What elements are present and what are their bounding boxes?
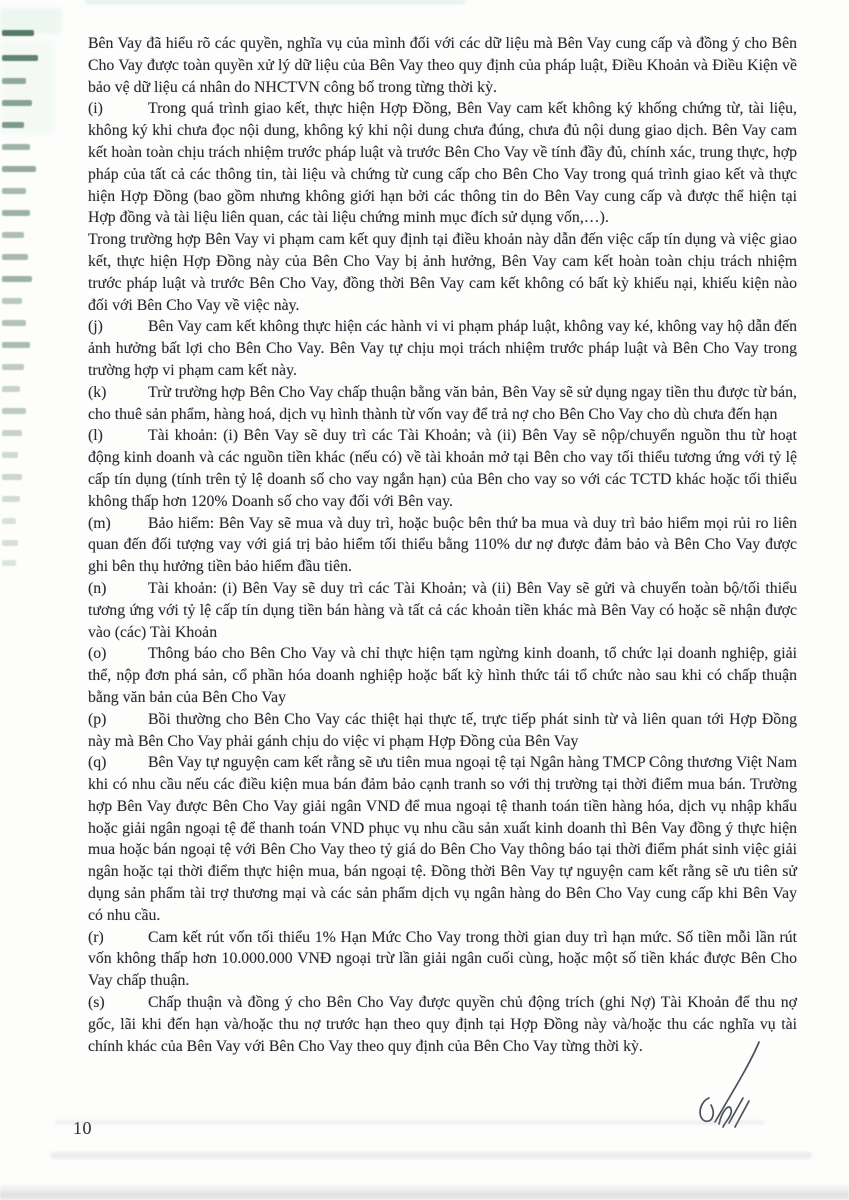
green-edge-mark <box>2 144 30 150</box>
green-edge-mark <box>2 430 22 436</box>
clause-label: (l) <box>88 427 103 445</box>
clause-text: Trong quá trình giao kết, thực hiện Hợp Đồng, Bên Vay cam kết không ký khống chứng từ, tài liệu, không ký khi chưa đọc nội dung, không ký khi nội dung chưa đúng, chưa đủ nội dung giao dịch. Bên Vay cam kết hoàn toàn chịu trách nhiệm trước pháp luật và trước Bên Cho Vay về tính đầy đủ, chính xác, trung thực, hợp pháp của tất cả các thông tin, tài liệu và chứng từ cung cấp cho Bên Cho Vay trong quá trình giao kết và thực hiện Hợp Đồng (bao gồm nhưng không giới hạn bởi các thông tin do Bên Vay cung cấp và được thể hiện tại Hợp đồng và tài liệu liên quan, các tài liệu chứng minh mục đích sử dụng vốn,…). <box>88 100 797 227</box>
scan-smudge <box>55 1120 765 1125</box>
green-edge-mark <box>2 298 22 304</box>
scan-smudge <box>50 1152 812 1159</box>
green-edge-mark <box>2 78 26 84</box>
green-edge-mark <box>2 364 24 370</box>
clause-label: (s) <box>88 994 105 1012</box>
clause-label: (r) <box>88 928 104 946</box>
clause-paragraph <box>88 229 797 316</box>
clause-paragraph <box>88 927 797 992</box>
clause-label: (q) <box>88 754 107 772</box>
clause-text: Bảo hiểm: Bên Vay sẽ mua và duy trì, hoặc buộc bên thứ ba mua và duy trì bảo hiểm mọi rủi ro liên quan đến đối tượng vay với giá trị bảo hiểm tối thiểu bằng 110% dư nợ được đảm bảo và Bên Cho Vay được ghi bên thụ hưởng tiền bảo hiểm đầu tiên. <box>88 514 797 576</box>
green-edge-mark <box>2 122 24 128</box>
clause-text: Tài khoản: (i) Bên Vay sẽ duy trì các Tài Khoản; và (ii) Bên Vay sẽ gửi và chuyển toàn bộ/tối thiểu tương ứng với tỷ lệ cấp tín dụng tiền bán hàng và tất cả các khoản tiền khác mà Bên Vay có hoặc sẽ nhận được vào (các) Tài Khoản <box>88 579 797 641</box>
scan-edge-shadow <box>0 1183 849 1200</box>
handwritten-initials <box>696 1038 766 1133</box>
clause-text: Tài khoản: (i) Bên Vay sẽ duy trì các Tài Khoản; và (ii) Bên Vay sẽ nộp/chuyển nguồn thu từ hoạt động kinh doanh và các nguồn tiền khác (nếu có) về tài khoản mở tại Bên cho vay tối thiểu tương ứng với tỷ lệ cấp tín dụng (tính trên tỷ lệ doanh số cho vay ngắn hạn) của Bên cho vay so với các TCTD khác hoặc tối thiểu không thấp hơn 120% Doanh số cho vay đối với Bên vay. <box>88 427 797 510</box>
green-edge-mark <box>2 232 24 238</box>
clause-text: Chấp thuận và đồng ý cho Bên Cho Vay được quyền chủ động trích (ghi Nợ) Tài Khoản để thu nợ gốc, lãi khi đến hạn và/hoặc thu nợ trước hạn theo quy định tại Hợp Đồng này và/hoặc thu các nghĩa vụ tài chính khác của Bên Vay với Bên Cho Vay theo quy định của Bên Cho Vay từng thời kỳ. <box>88 994 797 1055</box>
green-edge-mark <box>2 452 18 458</box>
green-edge-mark <box>2 55 38 61</box>
clause-paragraph <box>88 709 797 753</box>
green-edge-mark <box>2 342 30 348</box>
green-edge-mark <box>2 210 30 216</box>
green-edge-mark <box>2 254 28 260</box>
green-edge-mark <box>2 320 26 326</box>
green-edge-mark <box>2 474 22 480</box>
clause-text: Bồi thường cho Bên Cho Vay các thiệt hại thực tế, trực tiếp phát sinh từ và liên quan tới Hợp Đồng này mà Bên Cho Vay phải gánh chịu do việc vi phạm Hợp Đồng của Bên Vay <box>88 710 797 750</box>
green-edge-mark <box>2 166 36 172</box>
clause-paragraph <box>88 425 797 512</box>
clause-paragraph <box>88 992 797 1057</box>
contract-text-block <box>88 33 797 1057</box>
clause-paragraph <box>88 316 797 381</box>
clause-text: Bên Vay tự nguyện cam kết rằng sẽ ưu tiên mua ngoại tệ tại Ngân hàng TMCP Công thương Việt Nam khi có nhu cầu nếu các điều kiện mua bán đảm bảo cạnh tranh so với thị trường tại thời điểm mua bán. Trường hợp Bên Vay được Bên Cho Vay giải ngân VND để mua ngoại tệ thanh toán tiền hàng hóa, dịch vụ nhập khẩu hoặc giải ngân ngoại tệ để thanh toán VND phục vụ nhu cầu sản xuất kinh doanh thì Bên Vay đồng ý thực hiện mua hoặc bán ngoại tệ với Bên Cho Vay theo tỷ giá do Bên Cho Vay thông báo tại thời điểm phát sinh việc giải ngân hoặc tại thời điểm thực hiện mua, bán ngoại tệ. Đồng thời Bên Vay tự nguyện cam kết rằng sẽ ưu tiên sử dụng sản phẩm tài trợ thương mại và các sản phẩm dịch vụ ngân hàng do Bên Cho Vay cung cấp khi Bên Vay có nhu cầu. <box>88 754 797 924</box>
clause-label: (i) <box>88 100 103 118</box>
clause-label: (k) <box>88 383 107 401</box>
green-edge-mark <box>2 276 32 282</box>
clause-paragraph <box>88 382 797 426</box>
clause-text: Cam kết rút vốn tối thiểu 1% Hạn Mức Cho Vay trong thời gian duy trì hạn mức. Số tiền mỗi lần rút vốn không thấp hơn 10.000.000 VNĐ ngoại trừ lần giải ngân cuối cùng, hoặc một số tiền khác được Bên Cho Vay chấp thuận. <box>88 928 797 990</box>
clause-paragraph <box>88 643 797 708</box>
green-edge-mark <box>2 100 32 106</box>
green-edge-mark <box>2 188 26 194</box>
green-edge-mark <box>2 496 20 502</box>
clause-paragraph <box>88 33 797 98</box>
clause-label: (j) <box>88 318 103 336</box>
green-edge-mark <box>2 30 34 36</box>
clause-paragraph <box>88 98 797 229</box>
clause-text: Bên Vay đã hiểu rõ các quyền, nghĩa vụ của mình đối với các dữ liệu mà Bên Vay cung cấp và đồng ý cho Bên Cho Vay được toàn quyền xử lý dữ liệu của Bên Vay theo quy định của pháp luật, Điều Khoản và Điều Kiện về bảo vệ dữ liệu cá nhân do NHCTVN công bố trong từng thời kỳ. <box>88 35 797 96</box>
clause-text: Bên Vay cam kết không thực hiện các hành vi vi phạm pháp luật, không vay ké, không vay hộ dẫn đến ảnh hưởng bất lợi cho Bên Cho Vay. Bên Vay tự chịu mọi trách nhiệm trước pháp luật và Bên Cho Vay trong trường hợp vi phạm cam kết này. <box>88 318 797 379</box>
clause-paragraph <box>88 513 797 578</box>
clause-text: Trừ trường hợp Bên Cho Vay chấp thuận bằng văn bản, Bên Vay sẽ sử dụng ngay tiền thu được từ bán, cho thuê sản phẩm, hàng hoá, dịch vụ hình thành từ vốn vay để trả nợ cho Bên Cho Vay cho dù chưa đến hạn <box>88 383 797 423</box>
clause-label: (m) <box>88 514 111 532</box>
clause-paragraph <box>88 578 797 643</box>
green-edge-mark <box>2 518 16 524</box>
clause-label: (p) <box>88 710 107 728</box>
green-edge-mark <box>2 540 18 546</box>
clause-text: Thông báo cho Bên Cho Vay và chỉ thực hiện tạm ngừng kinh doanh, tổ chức lại doanh nghiệp, giải thể, nộp đơn phá sản, cổ phần hóa doanh nghiệp hoặc bất kỳ hình thức tái tổ chức nào sau khi có chấp thuận bằng văn bản của Bên Cho Vay <box>88 645 797 706</box>
green-edge-mark <box>2 386 20 392</box>
clause-paragraph <box>88 752 797 926</box>
green-edge-mark <box>2 560 16 566</box>
clause-label: (o) <box>88 645 107 663</box>
green-edge-mark <box>2 408 26 414</box>
clause-label: (n) <box>88 579 107 597</box>
page-number: 10 <box>73 1118 92 1138</box>
scan-streak <box>85 0 465 4</box>
clause-text: Trong trường hợp Bên Vay vi phạm cam kết quy định tại điều khoản này dẫn đến việc cấp tín dụng và việc giao kết, thực hiện Hợp Đồng này của Bên Cho Vay bị ảnh hưởng, Bên Vay cam kết hoàn toàn chịu trách nhiệm trước pháp luật và trước Bên Cho Vay, đồng thời Bên Vay cam kết không có bất kỳ khiếu nại, khiếu kiện nào đối với Bên Cho Vay về việc này. <box>88 231 797 314</box>
